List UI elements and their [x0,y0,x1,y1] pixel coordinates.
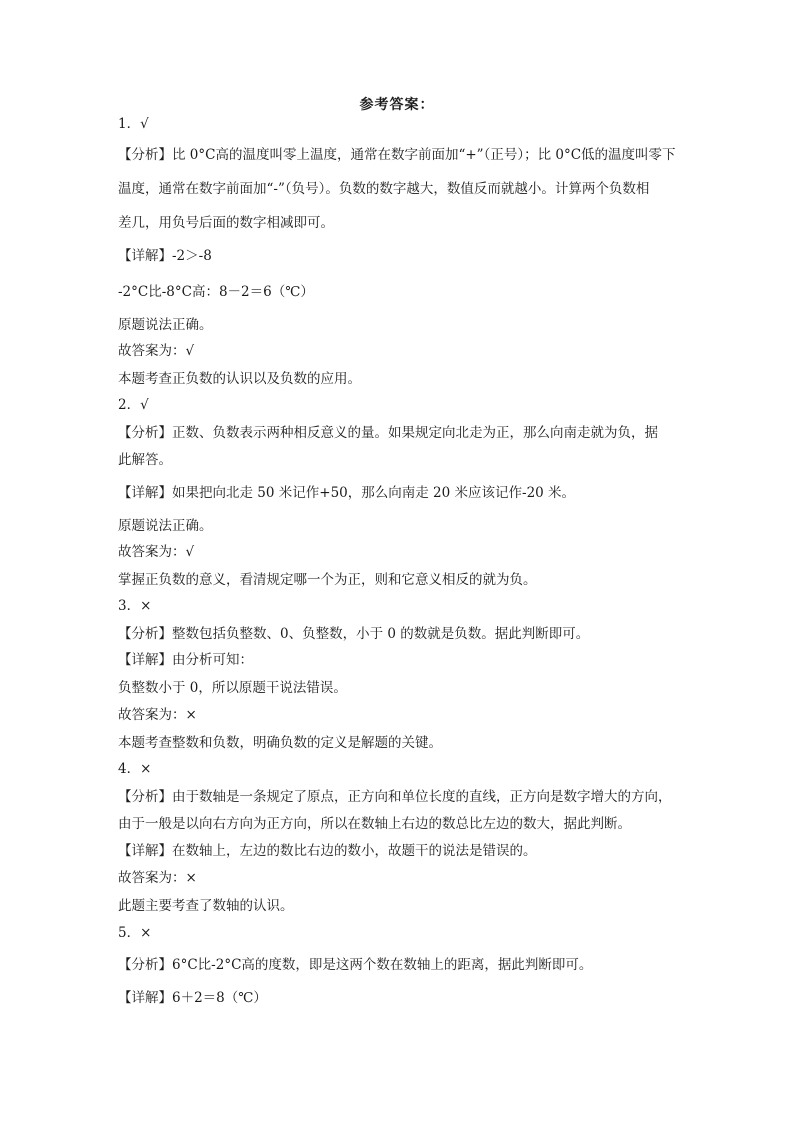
question-1-analysis-line-1: 【分析】比 0°C高的温度叫零上温度，通常在数字前面加“+”（正号）；比 0°C低的温度叫零下 [118,147,676,163]
page-title: 参考答案： [359,97,435,113]
question-3-summary: 本题考查整数和负数，明确负数的定义是解题的关键。 [118,735,442,751]
question-1-summary: 本题考查正负数的认识以及负数的应用。 [118,371,361,387]
question-1-analysis-line-2: 温度，通常在数字前面加“-”（负号）。负数的数字越大，数值反而就越小。计算两个负数相 [118,181,650,197]
question-1-analysis-line-3: 差几，用负号后面的数字相减即可。 [118,215,334,231]
question-1-conclusion: 原题说法正确。 [118,317,213,333]
question-2-number: 2．√ [118,397,149,413]
question-1-answer: 故答案为：√ [118,343,195,359]
question-2-conclusion: 原题说法正确。 [118,518,213,534]
question-1-calculation: -2°C比-8°C高：8－2＝6（℃） [118,284,314,300]
question-4-detail: 【详解】在数轴上，左边的数比右边的数小，故题干的说法是错误的。 [118,843,537,859]
question-2-detail: 【详解】如果把向北走 50 米记作+50，那么向南走 20 米应该记作-20 米。 [118,485,576,501]
question-3-conclusion: 负整数小于 0，所以原题干说法错误。 [118,680,347,696]
question-5-analysis: 【分析】6°C比-2°C高的度数，即是这两个数在数轴上的距离，据此判断即可。 [118,957,593,973]
question-2-analysis-line-1: 【分析】正数、负数表示两种相反意义的量。如果规定向北走为正，那么向南走就为负，据 [118,425,658,441]
question-2-analysis-line-2: 此解答。 [118,452,172,468]
question-4-answer: 故答案为：× [118,870,197,886]
question-5-number: 5．× [118,925,152,941]
question-2-answer: 故答案为：√ [118,544,195,560]
question-3-number: 3．× [118,598,152,614]
question-1-detail: 【详解】-2＞-8 [118,248,212,264]
question-1-number: 1．√ [118,116,149,132]
question-4-summary: 此题主要考查了数轴的认识。 [118,898,294,914]
question-3-analysis: 【分析】整数包括负整数、0、负整数，小于 0 的数就是负数。据此判断即可。 [118,626,590,642]
question-5-detail: 【详解】6＋2＝8（℃） [118,990,267,1006]
question-4-analysis-line-2: 由于一般是以向右方向为正方向，所以在数轴上右边的数总比左边的数大，据此判断。 [118,816,631,832]
question-4-number: 4．× [118,761,152,777]
question-3-answer: 故答案为：× [118,707,197,723]
question-3-detail: 【详解】由分析可知： [118,652,253,668]
question-2-summary: 掌握正负数的意义，看清规定哪一个为正，则和它意义相反的就为负。 [118,572,537,588]
question-4-analysis-line-1: 【分析】由于数轴是一条规定了原点，正方向和单位长度的直线，正方向是数字增大的方向， [118,789,672,805]
